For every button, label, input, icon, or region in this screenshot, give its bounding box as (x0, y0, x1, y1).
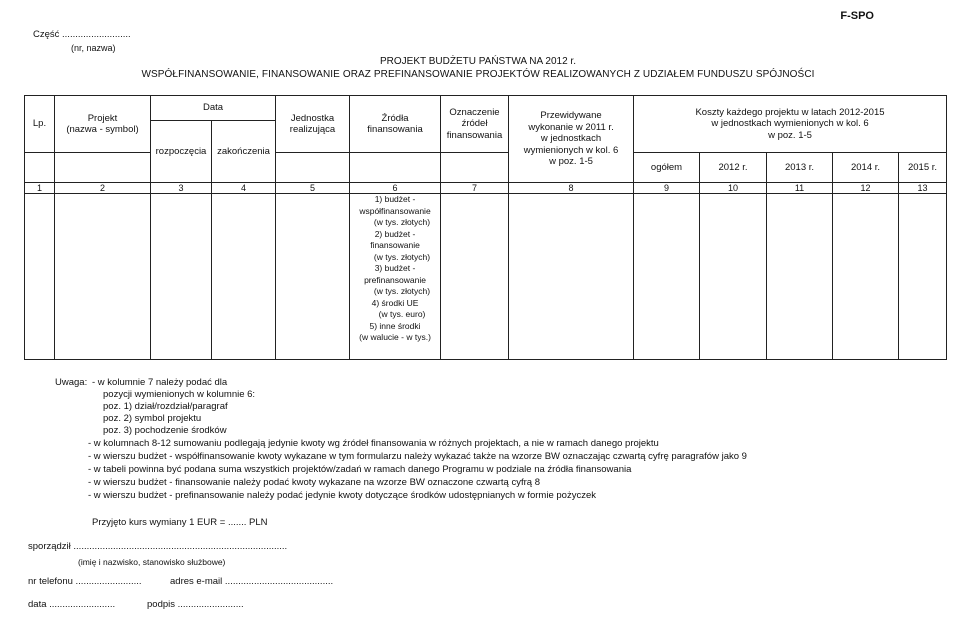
source-1: 1) budżet - (374, 194, 416, 204)
col-number: 3 (151, 183, 212, 194)
date-field[interactable]: data ......................... (28, 599, 116, 610)
phone-field[interactable]: nr telefonu ......................... (28, 576, 142, 587)
note-2: - w kolumnach 8-12 sumowaniu podlegają jedynie kwoty wg źródeł finansowania w różnych projektach, a nie w ramach danego projektu (88, 438, 659, 449)
col-number: 13 (899, 183, 947, 194)
col-header-unit-cont (276, 153, 350, 183)
source-3-desc: prefinansowanie (364, 274, 426, 285)
notes-label: Uwaga: (55, 377, 88, 388)
col-number: 9 (634, 183, 700, 194)
col-header-sources-cont (350, 153, 441, 183)
source-4-unit: (w tys. euro) (378, 309, 426, 319)
col-header-date: Data (151, 96, 276, 121)
col-header-execution (509, 96, 634, 183)
table-cell-2015[interactable] (899, 194, 947, 360)
col-header-costs (634, 96, 947, 153)
col-number: 1 (25, 183, 55, 194)
col-header-unit (276, 96, 350, 153)
note-4: - w tabeli powinna być podana suma wszystkich projektów/zadań w ramach danego Programu w podziale na źródła finansowania (88, 464, 632, 475)
table-cell-2012[interactable] (700, 194, 767, 360)
table-cell-2013[interactable] (767, 194, 833, 360)
part-field: Część .......................... (33, 29, 131, 40)
table-cell-sources (350, 194, 441, 360)
budget-table (24, 95, 947, 360)
col-header-project (55, 96, 151, 153)
source-5: 5) inne środki (369, 320, 421, 331)
col-header-costs-line3: w poz. 1-5 (768, 129, 812, 141)
col-header-lp: Lp. (25, 96, 55, 153)
table-cell-execution[interactable] (509, 194, 634, 360)
col-header-unit-line1: Jednostka (290, 112, 335, 124)
source-1-unit: (w tys. złotych) (373, 217, 431, 227)
col-header-mark (441, 96, 509, 153)
col-header-2014: 2014 r. (833, 153, 899, 183)
source-2: 2) budżet - (374, 228, 416, 239)
table-cell-date-end[interactable] (212, 194, 276, 360)
table-cell-lp[interactable] (25, 194, 55, 360)
table-cell-unit[interactable] (276, 194, 350, 360)
col-header-2013: 2013 r. (767, 153, 833, 183)
form-code: F-SPO (840, 10, 874, 22)
col-number: 7 (441, 183, 509, 194)
exchange-rate-field[interactable]: Przyjęto kurs wymiany 1 EUR = ....... PLN (92, 517, 268, 528)
col-header-mark-cont (441, 153, 509, 183)
col-header-mark-line1: Oznaczenie (449, 106, 500, 118)
source-3: 3) budżet - (374, 263, 416, 273)
source-2-unit: (w tys. złotych) (373, 251, 431, 262)
part-field-caption: (nr, nazwa) (71, 43, 116, 53)
col-header-exec-line2: wykonanie w 2011 r. (528, 121, 614, 133)
note-1-d: poz. 2) symbol projektu (103, 413, 202, 424)
col-number: 8 (509, 183, 634, 194)
email-field[interactable]: adres e-mail ......................................... (170, 576, 334, 587)
table-cell-2014[interactable] (833, 194, 899, 360)
col-header-mark-line3: finansowania (446, 129, 503, 141)
prepared-by-caption: (imię i nazwisko, stanowisko służbowe) (78, 557, 226, 567)
source-3-unit: (w tys. złotych) (373, 286, 431, 296)
note-1: - w kolumnie 7 należy podać dla (92, 377, 228, 388)
note-1-b: pozycji wymienionych w kolumnie 6: (103, 389, 256, 400)
source-4: 4) środki UE (371, 297, 419, 308)
note-3: - w wierszu budżet - współfinansowanie kwoty wykazane w tym formularzu należy wykazać także na wzorze BW oznaczając czwartą cyfrę paragrafów jako 9 (88, 451, 747, 462)
col-header-exec-line4: wymienionych w kol. 6 (523, 144, 619, 156)
source-5-unit: (w walucie - w tys.) (359, 332, 431, 342)
col-header-exec-line1: Przewidywane (540, 110, 602, 122)
col-header-total: ogółem (634, 153, 700, 183)
col-header-exec-line5: w poz. 1-5 (549, 156, 593, 168)
col-header-sources-line1: Źródła (381, 112, 409, 124)
signature-field[interactable]: podpis ......................... (147, 599, 244, 610)
page-subtitle: WSPÓŁFINANSOWANIE, FINANSOWANIE ORAZ PREFINANSOWANIE PROJEKTÓW REALIZOWANYCH Z UDZIAŁEM FUNDUSZU SPÓJNOŚCI (141, 69, 815, 80)
col-number: 12 (833, 183, 899, 194)
col-number: 4 (212, 183, 276, 194)
table-cell-date-start[interactable] (151, 194, 212, 360)
col-number: 2 (55, 183, 151, 194)
source-2-desc: finansowanie (370, 240, 420, 250)
col-header-project-cont (55, 153, 151, 183)
note-1-e: poz. 3) pochodzenie środków (103, 425, 227, 436)
note-6: - w wierszu budżet - prefinansowanie należy podać jedynie kwoty dotyczące środków udostępnianych w formie pożyczek (88, 490, 596, 501)
note-1-c: poz. 1) dział/rozdział/paragraf (103, 401, 228, 412)
col-header-lp-cont (25, 153, 55, 183)
col-header-sources-line2: finansowania (367, 124, 423, 135)
table-cell-project[interactable] (55, 194, 151, 360)
table-cell-total[interactable] (634, 194, 700, 360)
col-number: 11 (767, 183, 833, 194)
table-cell-mark[interactable] (441, 194, 509, 360)
col-header-costs-line2: w jednostkach wymienionych w kol. 6 (711, 118, 869, 130)
col-number: 6 (350, 183, 441, 194)
col-header-mark-line2: źródeł (461, 118, 488, 130)
col-header-costs-line1: Koszty każdego projektu w latach 2012-2015 (695, 106, 885, 118)
col-header-project-line1: Projekt (87, 112, 118, 124)
col-header-sources (350, 96, 441, 153)
col-header-date-end: zakończenia (212, 121, 276, 183)
col-header-exec-line3: w jednostkach (540, 133, 602, 145)
col-header-date-start: rozpoczęcia (151, 121, 212, 183)
prepared-by-field[interactable]: sporządził ................................................................................. (28, 541, 288, 552)
col-header-2012: 2012 r. (700, 153, 767, 183)
note-5: - w wierszu budżet - finansowanie należy podać kwoty wykazane na wzorze BW oznaczone czwartą cyfrą 8 (88, 477, 540, 488)
page-title: PROJEKT BUDŻETU PAŃSTWA NA 2012 r. (380, 56, 576, 67)
col-header-2015: 2015 r. (899, 153, 947, 183)
source-1-desc: współfinansowanie (359, 205, 431, 216)
col-header-project-line2: (nazwa - symbol) (66, 124, 139, 135)
col-header-unit-line2: realizująca (289, 124, 336, 135)
col-number: 10 (700, 183, 767, 194)
col-number: 5 (276, 183, 350, 194)
